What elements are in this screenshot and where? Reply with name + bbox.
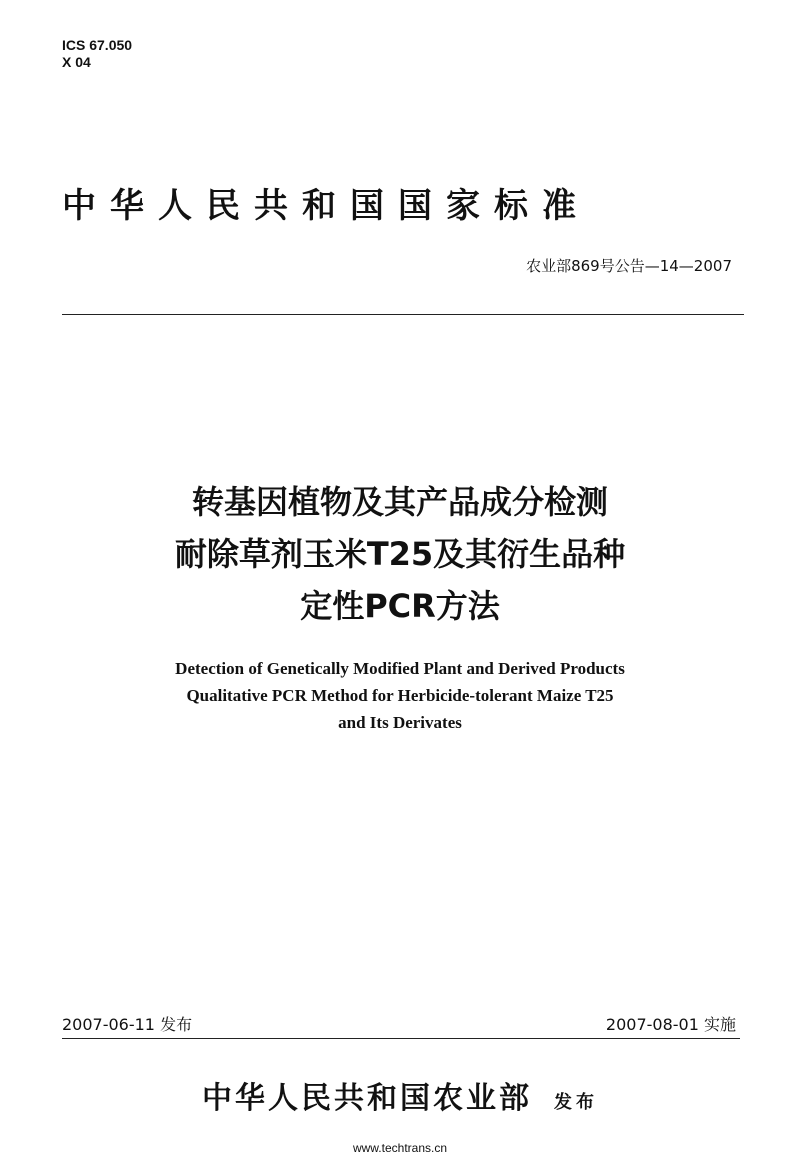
publisher-suffix: 发布	[554, 1092, 598, 1113]
standard-number: 农业部869号公告—14—2007	[526, 257, 732, 275]
chinese-title-line-1: 转基因植物及其产品成分检测	[191, 483, 608, 521]
footer-url: www.techtrans.cn	[352, 1141, 448, 1155]
classification-codes	[62, 37, 132, 71]
chinese-title	[0, 476, 800, 632]
english-title-line-2: Qualitative PCR Method for Herbicide-tolerant Maize T25	[186, 686, 614, 705]
english-title-line-3: and Its Derivates	[338, 713, 462, 732]
issue-date: 2007-06-11 发布	[62, 1015, 193, 1034]
top-divider	[62, 314, 744, 315]
national-standard-heading: 中华人民共和国国家标准	[62, 186, 590, 226]
ics-code: ICS 67.050	[62, 37, 133, 53]
chinese-title-line-3: 定性PCR方法	[300, 587, 500, 625]
english-title	[0, 655, 800, 736]
publisher-block	[0, 1073, 800, 1117]
category-code: X 04	[62, 54, 91, 70]
english-title-line-1: Detection of Genetically Modified Plant and Derived Products	[175, 659, 625, 678]
implementation-date: 2007-08-01 实施	[605, 1015, 736, 1034]
chinese-title-line-2: 耐除草剂玉米T25及其衍生品种	[174, 535, 626, 573]
bottom-divider	[62, 1038, 740, 1039]
publisher-name: 中华人民共和国农业部	[202, 1081, 532, 1116]
